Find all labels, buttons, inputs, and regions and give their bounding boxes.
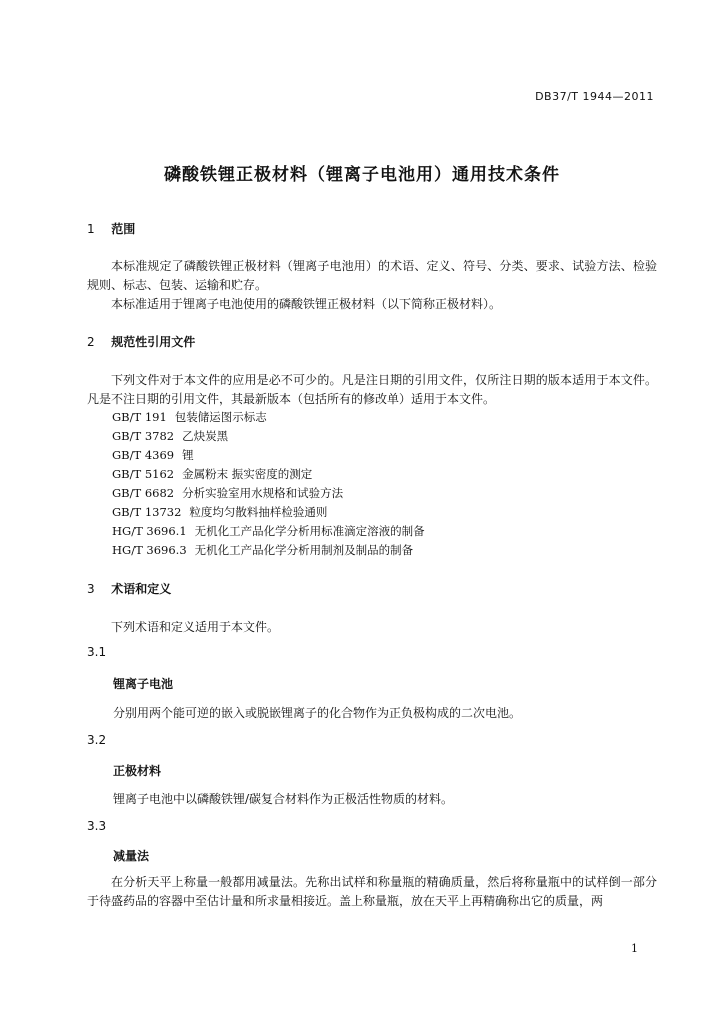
- section-title: 范围: [111, 222, 136, 236]
- section-2-heading: [87, 333, 195, 350]
- term-definition: 在分析天平上称量一般都用减量法。先称出试样和称量瓶的精确质量，然后将称量瓶中的试样倒一部分于待盛药品的容器中至估计量和所求量相接近。盖上称量瓶，放在天平上再精确称出它的质量，两: [87, 875, 657, 908]
- section-number: 1: [87, 222, 95, 236]
- term-definition: 分别用两个能可逆的嵌入或脱嵌锂离子的化合物作为正负极构成的二次电池。: [113, 706, 522, 720]
- terms-intro: 下列术语和定义适用于本文件。: [111, 620, 280, 634]
- reference-name: 包装储运图示标志: [174, 410, 267, 424]
- reference-name: 乙炔炭黑: [182, 429, 229, 443]
- clause-number: 3.3: [87, 819, 107, 833]
- reference-code: GB/T 5162: [112, 467, 175, 481]
- reference-code: HG/T 3696.3: [112, 543, 187, 557]
- reference-name: 分析实验室用水规格和试验方法: [182, 486, 344, 500]
- reference-name: 金属粉末 振实密度的测定: [182, 467, 313, 481]
- references-intro: 下列文件对于本文件的应用是必不可少的。凡是注日期的引用文件，仅所注日期的版本适用于本文件。凡是不注日期的引用文件，其最新版本（包括所有的修改单）适用于本文件。: [87, 373, 657, 406]
- reference-name: 无机化工产品化学分析用标准滴定溶液的制备: [194, 524, 425, 538]
- reference-code: GB/T 3782: [112, 429, 175, 443]
- reference-code: HG/T 3696.1: [112, 524, 187, 538]
- section-number: 3: [87, 582, 95, 596]
- reference-name: 粒度均匀散料抽样检验通则: [189, 505, 328, 519]
- scope-paragraph-2: 本标准适用于锂离子电池使用的磷酸铁锂正极材料（以下简称正极材料）。: [111, 297, 502, 311]
- reference-code: GB/T 6682: [112, 486, 175, 500]
- section-1-heading: [87, 220, 135, 237]
- page-number: 1: [631, 942, 638, 955]
- reference-item: [112, 541, 413, 559]
- term-title: 减量法: [113, 849, 150, 863]
- reference-item: [112, 503, 327, 521]
- reference-name: 无机化工产品化学分析用制剂及制品的制备: [194, 543, 414, 557]
- document-title: 磷酸铁锂正极材料（锂离子电池用）通用技术条件: [164, 165, 560, 185]
- term-definition: 锂离子电池中以磷酸铁锂/碳复合材料作为正极活性物质的材料。: [113, 792, 454, 806]
- term-title: 锂离子电池: [113, 677, 174, 691]
- reference-item: [112, 465, 312, 483]
- clause-number: 3.2: [87, 733, 107, 747]
- reference-item: [112, 427, 228, 445]
- section-3-heading: [87, 580, 171, 597]
- reference-item: [112, 408, 267, 426]
- standard-number: DB37/T 1944—2011: [535, 90, 654, 103]
- scope-paragraph-1: 本标准规定了磷酸铁锂正极材料（锂离子电池用）的术语、定义、符号、分类、要求、试验方法、检验规则、标志、包装、运输和贮存。: [87, 259, 657, 292]
- clause-number: 3.1: [87, 645, 107, 659]
- reference-code: GB/T 13732: [112, 505, 182, 519]
- reference-code: GB/T 191: [112, 410, 167, 424]
- section-title: 规范性引用文件: [111, 335, 196, 349]
- reference-code: GB/T 4369: [112, 448, 175, 462]
- reference-item: [112, 446, 194, 464]
- reference-name: 锂: [182, 448, 194, 462]
- reference-item: [112, 484, 343, 502]
- section-title: 术语和定义: [111, 582, 172, 596]
- reference-item: [112, 522, 425, 540]
- term-title: 正极材料: [113, 764, 162, 778]
- section-number: 2: [87, 335, 95, 349]
